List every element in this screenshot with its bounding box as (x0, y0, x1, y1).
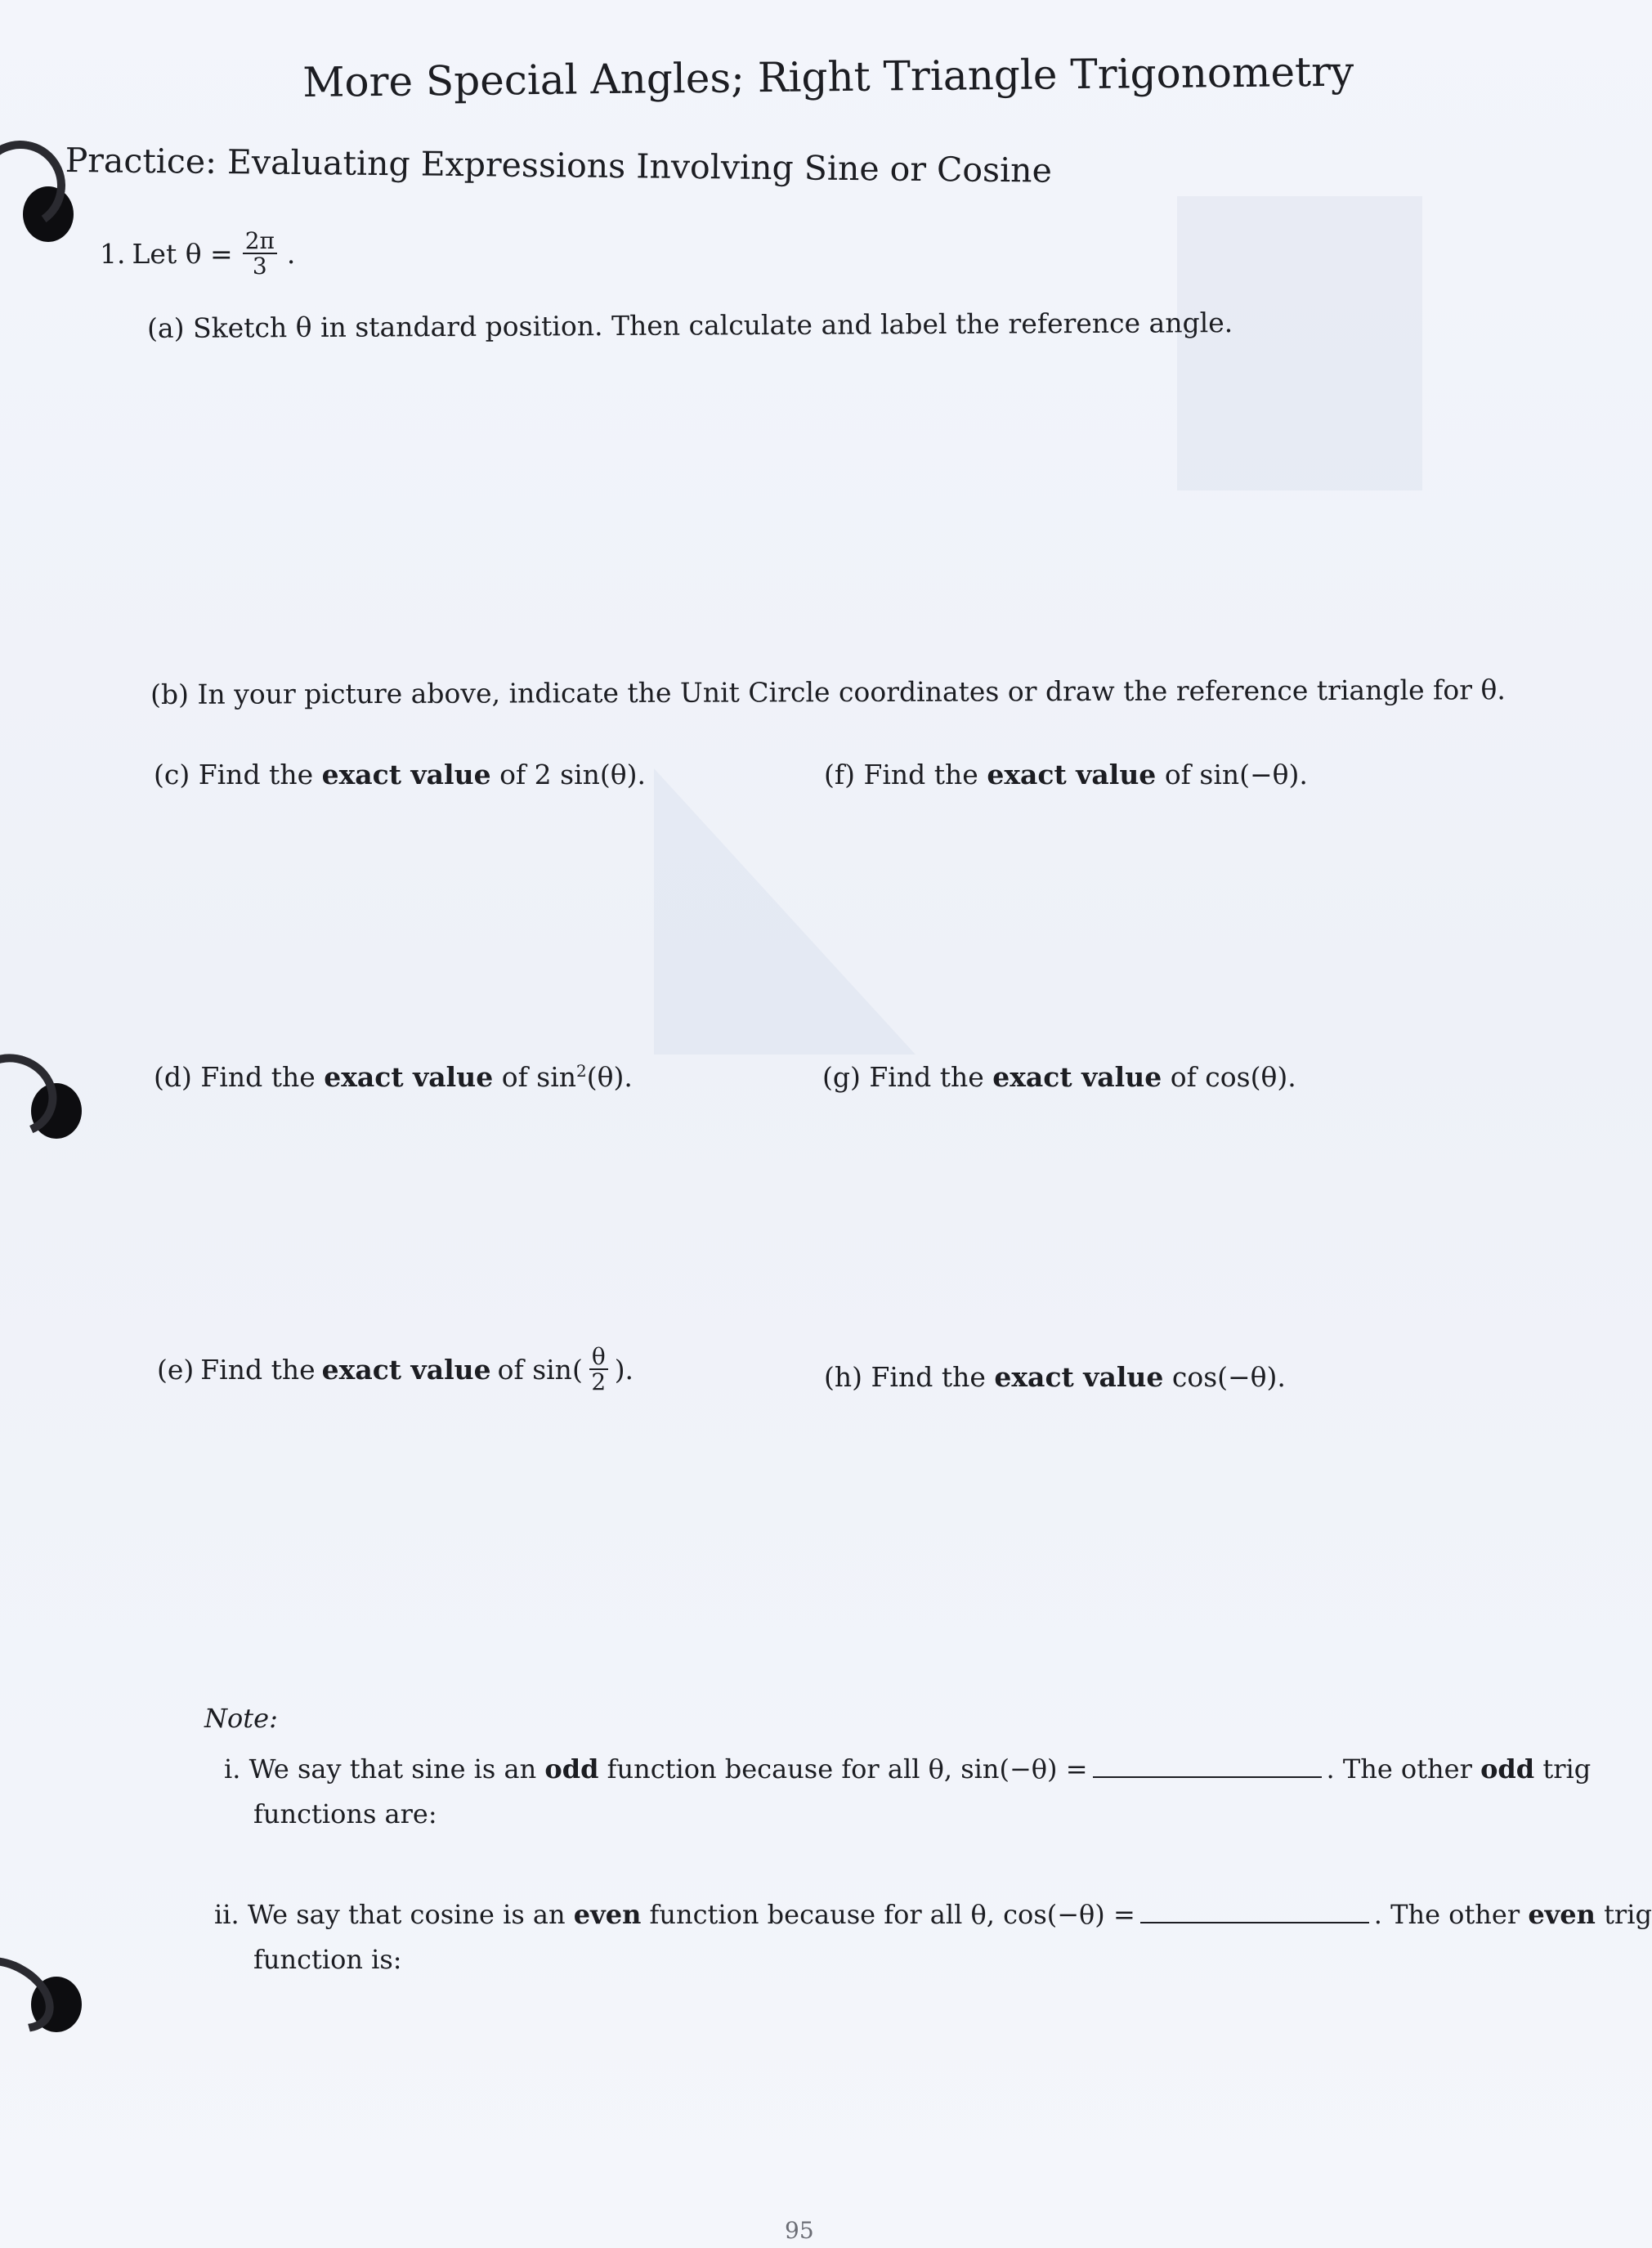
part-d (154, 1061, 633, 1093)
page-number: 95 (785, 2217, 814, 2244)
part-c-label: (c) (154, 759, 190, 790)
part-b-text: In your picture above, indicate the Unit Circle coordinates or draw the reference triangle for θ. (197, 674, 1506, 710)
part-g-post: of cos(θ). (1170, 1061, 1296, 1093)
note-i-end-a: . The other (1326, 1753, 1472, 1785)
note-ii-end-b: trig (1604, 1899, 1652, 1930)
practice-heading (65, 141, 1052, 190)
part-h (824, 1361, 1286, 1393)
part-e (157, 1345, 633, 1395)
part-g (822, 1061, 1296, 1093)
practice-subtitle: Evaluating Expressions Involving Sine or Cosine (226, 142, 1053, 190)
part-f-post: of sin(−θ). (1164, 759, 1308, 790)
note-ii-line1 (214, 1899, 1652, 1930)
part-d-superscript: 2 (576, 1061, 587, 1081)
part-f-bold: exact value (987, 759, 1157, 790)
part-c-bold: exact value (321, 759, 491, 790)
note-ii-pre: We say that cosine is an (247, 1899, 566, 1930)
fraction-numerator: 2π (243, 229, 277, 254)
part-h-bold: exact value (994, 1361, 1164, 1393)
part-a (147, 307, 1233, 344)
part-e-label: (e) (157, 1353, 195, 1386)
part-d-label: (d) (154, 1061, 192, 1093)
note-i-line2: functions are: (253, 1798, 437, 1829)
part-d-pre: Find the (200, 1061, 316, 1093)
part-e-post-a: of sin( (497, 1353, 583, 1386)
part-c-post: of 2 sin(θ). (499, 759, 646, 790)
part-e-bold: exact value (321, 1353, 491, 1386)
part-g-bold: exact value (992, 1061, 1162, 1093)
bleed-through-shape (654, 768, 916, 1055)
part-e-fraction (589, 1345, 608, 1395)
part-f-label: (f) (824, 759, 855, 790)
part-g-label: (g) (822, 1061, 861, 1093)
fraction-period: . (286, 237, 296, 270)
note-ii-mid: function because for all θ, cos(−θ) = (649, 1899, 1135, 1930)
note-i-label: i. (224, 1753, 241, 1785)
part-c-pre: Find the (198, 759, 314, 790)
part-b-label: (b) (150, 678, 190, 710)
fraction-denominator: 3 (252, 253, 267, 280)
part-d-bold: exact value (324, 1061, 494, 1093)
note-ii-answer-blank[interactable] (1140, 1899, 1369, 1923)
part-g-pre: Find the (869, 1061, 984, 1093)
part-f (824, 759, 1308, 790)
note-i-bold: odd (544, 1753, 599, 1785)
note-ii-end-bold: even (1528, 1899, 1596, 1930)
part-d-post-b: (θ). (586, 1061, 633, 1093)
bleed-through-shape (1177, 196, 1422, 490)
note-i-answer-blank[interactable] (1093, 1753, 1322, 1778)
part-b (150, 674, 1506, 710)
let-text: Let θ = (132, 237, 233, 270)
part-c (154, 759, 646, 790)
note-ii-end-a: . The other (1373, 1899, 1520, 1930)
note-i-line1 (224, 1753, 1591, 1785)
note-title: Note: (204, 1703, 278, 1734)
note-ii-line2: function is: (253, 1944, 402, 1975)
theta-fraction (243, 229, 277, 279)
part-a-label: (a) (147, 311, 185, 344)
note-i-end-b: trig (1542, 1753, 1592, 1785)
note-ii-bold: even (573, 1899, 642, 1930)
note-i-pre: We say that sine is an (248, 1753, 537, 1785)
part-h-post: cos(−θ). (1171, 1361, 1286, 1393)
page-title: More Special Angles; Right Triangle Trigonometry (302, 47, 1354, 106)
part-e-post-b: ). (614, 1353, 634, 1386)
part-e-frac-num: θ (589, 1345, 608, 1370)
note-i-mid: function because for all θ, sin(−θ) = (607, 1753, 1088, 1785)
practice-label: Practice: (65, 141, 217, 181)
part-e-frac-den: 2 (591, 1368, 607, 1396)
part-a-text: Sketch θ in standard position. Then calculate and label the reference angle. (192, 307, 1233, 344)
part-d-post-a: of sin (501, 1061, 577, 1093)
problem-number: 1. (100, 237, 126, 270)
part-h-pre: Find the (871, 1361, 986, 1393)
note-i-end-bold: odd (1480, 1753, 1535, 1785)
problem-1-statement (100, 229, 295, 279)
note-ii-label: ii. (214, 1899, 240, 1930)
part-f-pre: Find the (863, 759, 978, 790)
part-h-label: (h) (824, 1361, 863, 1393)
part-e-pre: Find the (200, 1353, 316, 1386)
